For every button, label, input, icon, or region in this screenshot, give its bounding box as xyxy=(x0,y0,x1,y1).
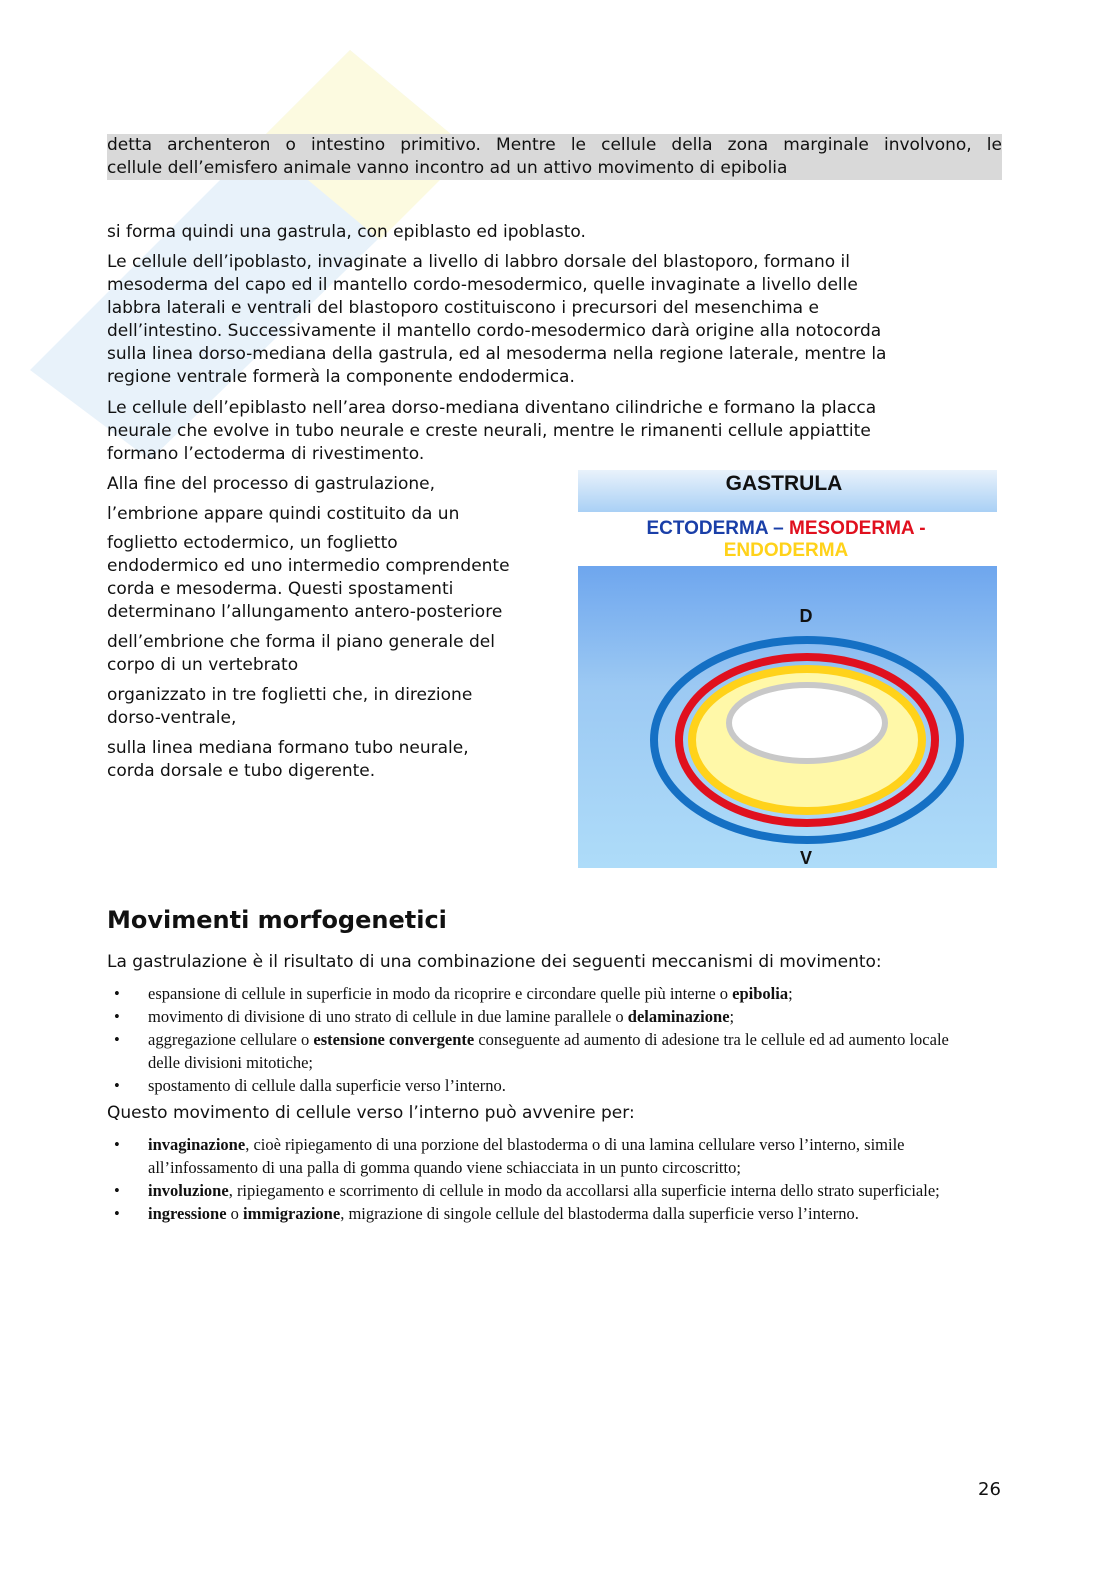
bold-term: involuzione xyxy=(148,1181,229,1200)
left-column-paragraph xyxy=(107,473,435,496)
separator: - xyxy=(913,518,926,539)
text-line: La gastrulazione è il risultato di una combinazione dei seguenti meccanismi di movimento: xyxy=(107,952,882,972)
text-line: foglietto ectodermico, un foglietto xyxy=(107,533,398,553)
list-text: , ripiegamento e scorrimento di cellule in modo da accollarsi alla superficie interna dello strato superficiale; xyxy=(228,1181,940,1200)
list-item xyxy=(107,982,975,1005)
text-line: determinano l’allungamento antero-posteriore xyxy=(107,602,503,622)
text-line: formano l’ectoderma di rivestimento. xyxy=(107,444,425,464)
text-line: labbra laterali e ventrali del blastoporo costituiscono i precursori del mesenchima e xyxy=(107,298,819,318)
text-line: l’embrione appare quindi costituito da un xyxy=(107,504,460,524)
section-heading: Movimenti morfogenetici xyxy=(107,906,447,934)
list-item xyxy=(107,1074,975,1097)
bullet-icon: • xyxy=(114,1204,120,1223)
list-item xyxy=(107,1202,975,1225)
bold-term: epibolia xyxy=(732,984,789,1003)
mesoderm-label: MESODERMA xyxy=(789,518,914,539)
list-item xyxy=(107,1028,975,1074)
text-line: dell’intestino. Successivamente il mantello cordo-mesodermico darà origine alla notocorda xyxy=(107,321,882,341)
list-item xyxy=(107,1005,975,1028)
list-text: , cioè ripiegamento di una porzione del blastoderma o di una lamina cellulare verso l’interno, simile all’infossamento di una palla di gomma quando viene schiacciata in un punto circoscritto; xyxy=(148,1135,905,1177)
bold-term: estensione convergente xyxy=(313,1030,475,1049)
list-text: ; xyxy=(788,984,793,1003)
paragraph xyxy=(107,1102,635,1125)
text-line: corda dorsale e tubo digerente. xyxy=(107,761,376,781)
bold-term: ingressione xyxy=(148,1204,227,1223)
ectoderm-label: ECTODERMA xyxy=(646,518,768,539)
text-line: organizzato in tre foglietti che, in direzione xyxy=(107,685,473,705)
text-line: endodermico ed uno intermedio comprendente xyxy=(107,556,510,576)
bold-term: immigrazione xyxy=(243,1204,341,1223)
dorsal-label: D xyxy=(799,606,813,626)
bold-term: delaminazione xyxy=(627,1007,730,1026)
bullet-icon: • xyxy=(114,984,120,1003)
left-column-paragraph xyxy=(107,684,472,730)
endoderm-label: ENDODERMA xyxy=(723,540,849,561)
ventral-label: V xyxy=(799,848,813,868)
list-text: ; xyxy=(729,1007,735,1026)
list-item xyxy=(107,1133,975,1179)
list-text: movimento di divisione di uno strato di cellule in due lamine parallele o xyxy=(148,1007,628,1026)
bullet-icon: • xyxy=(114,1076,120,1095)
text-line: corda e mesoderma. Questi spostamenti xyxy=(107,579,454,599)
text-line: Le cellule dell’epiblasto nell’area dorso-mediana diventano cilindriche e formano la placca xyxy=(107,398,877,418)
list-text: spostamento di cellule dalla superficie verso l’interno. xyxy=(148,1076,506,1095)
germ-layers-label xyxy=(646,518,925,539)
paragraph xyxy=(107,397,876,466)
text-line: Le cellule dell’ipoblasto, invaginate a livello di labbro dorsale del blastoporo, formano il xyxy=(107,252,851,272)
left-column-paragraph xyxy=(107,503,459,526)
text-line: si forma quindi una gastrula, con epiblasto ed ipoblasto. xyxy=(107,222,586,242)
highlighted-paragraph xyxy=(107,134,1002,180)
text-line: detta archenteron o intestino primitivo. Mentre le cellule della zona marginale involvono, le xyxy=(107,135,1002,155)
bullet-list xyxy=(107,982,975,1097)
list-text: conseguente ad aumento di adesione tra le cellule ed ad aumento locale delle divisioni mitotiche; xyxy=(148,1030,949,1072)
bullet-icon: • xyxy=(114,1007,120,1026)
paragraph xyxy=(107,251,886,389)
text-line: dorso-ventrale, xyxy=(107,708,237,728)
list-text: , migrazione di singole cellule del blastoderma dalla superficie verso l’interno. xyxy=(340,1204,859,1223)
separator: – xyxy=(767,518,789,539)
list-item xyxy=(107,1179,975,1202)
archenteron xyxy=(729,685,885,761)
bullet-icon: • xyxy=(114,1181,120,1200)
left-column-paragraph xyxy=(107,737,469,783)
left-column-paragraph xyxy=(107,631,495,677)
page-number: 26 xyxy=(978,1479,1001,1500)
bold-term: invaginazione xyxy=(148,1135,246,1154)
text-line: Questo movimento di cellule verso l’interno può avvenire per: xyxy=(107,1103,635,1123)
list-text: espansione di cellule in superficie in modo da ricoprire e circondare quelle più interne o xyxy=(148,984,733,1003)
list-text: aggregazione cellulare o xyxy=(148,1030,314,1049)
text-line: neurale che evolve in tubo neurale e creste neurali, mentre le rimanenti cellule appiattite xyxy=(107,421,871,441)
list-text: o xyxy=(226,1204,244,1223)
text-line: sulla linea mediana formano tubo neurale, xyxy=(107,738,469,758)
gastrula-diagram xyxy=(578,470,997,868)
text-line: sulla linea dorso-mediana della gastrula, ed al mesoderma nella regione laterale, mentre la xyxy=(107,344,887,364)
text-line: cellule dell’emisfero animale vanno incontro ad un attivo movimento di epibolia xyxy=(107,158,788,178)
bullet-icon: • xyxy=(114,1030,120,1049)
left-column-paragraph xyxy=(107,532,510,624)
paragraph xyxy=(107,221,586,244)
text-line: Alla fine del processo di gastrulazione, xyxy=(107,474,435,494)
figure-title: GASTRULA xyxy=(725,472,843,495)
paragraph xyxy=(107,951,882,974)
text-line: corpo di un vertebrato xyxy=(107,655,299,675)
text-line: regione ventrale formerà la componente endodermica. xyxy=(107,367,575,387)
text-line: mesoderma del capo ed il mantello cordo-mesodermico, quelle invaginate a livello delle xyxy=(107,275,858,295)
text-line: dell’embrione che forma il piano generale del xyxy=(107,632,495,652)
bullet-icon: • xyxy=(114,1135,120,1154)
bullet-list xyxy=(107,1133,975,1225)
